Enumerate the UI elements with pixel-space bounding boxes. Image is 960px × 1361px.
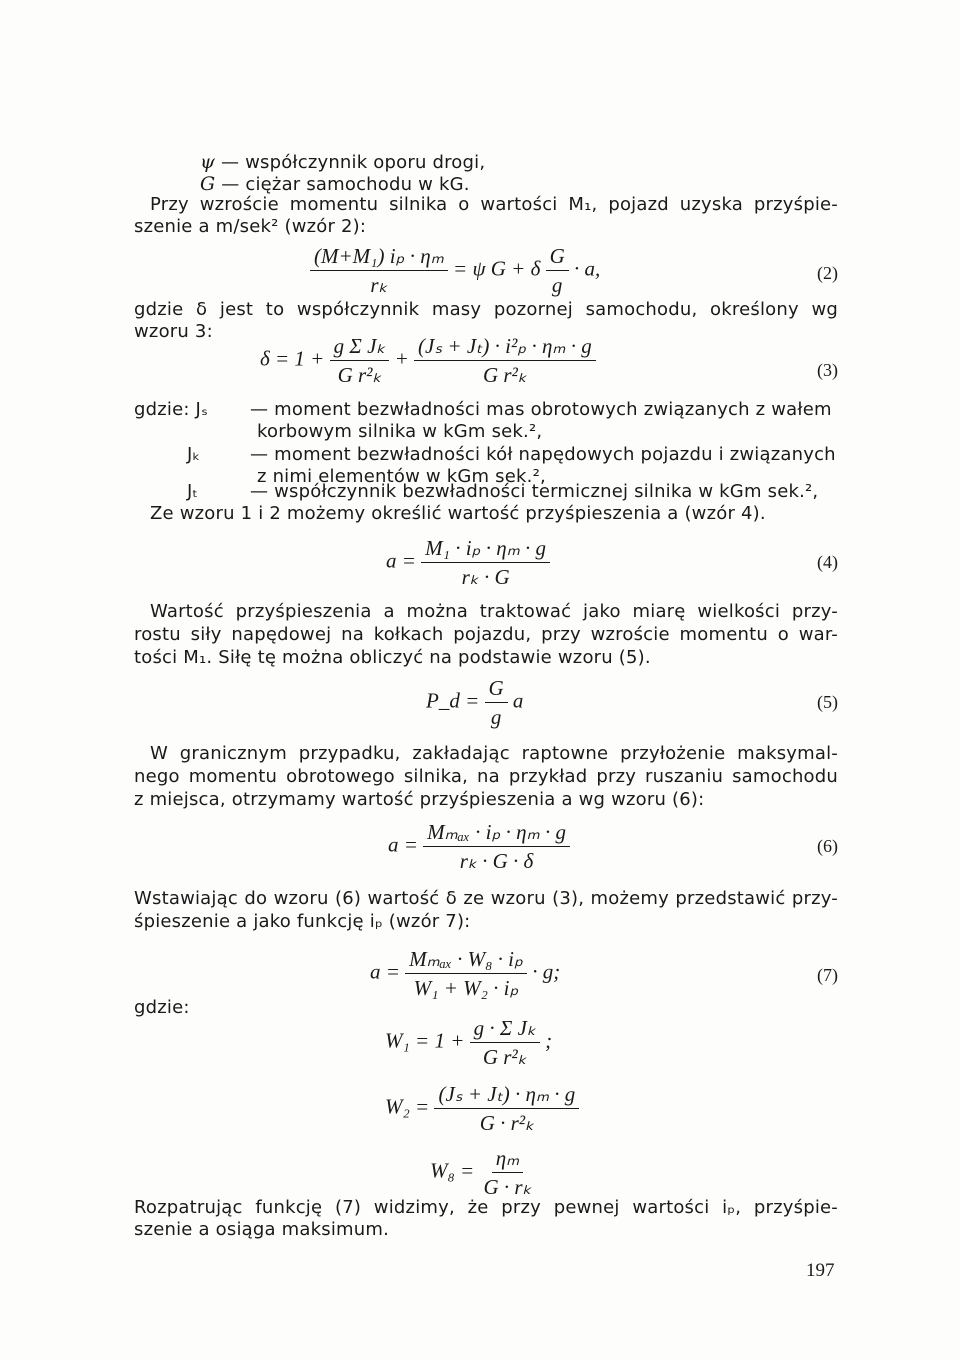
para1-line1: Przy wzroście momentu silnika o wartości M₁, pojazd uzyska przyśpie- [150, 194, 838, 215]
gdzie-label: gdzie: [134, 997, 190, 1018]
equation-7: a = $\frac{\text{Mₘₐₓ · W₈ · iₚ}}{\text{W₁ + W₂ · iₚ}}$ · g; [370, 947, 561, 1000]
def-jk: Jₖ — moment bezwładności kół napędowych pojazdu i związanych [187, 444, 836, 465]
def-jt: Jₜ — współczynnik bezwładności termicznej silnika w kGm sek.², [187, 481, 819, 502]
para4-line2: rostu siły napędowej na kołkach pojazdu, przy wzroście momentu o war- [134, 624, 838, 645]
def-psi: ψ — współczynnik oporu drogi, [200, 151, 486, 173]
para4-line3: tości M₁. Siłę tę można obliczyć na podstawie wzoru (5). [134, 647, 651, 668]
para6-line2: śpieszenie a jako funkcję iₚ (wzór 7): [134, 911, 471, 932]
para6-line1: Wstawiając do wzoru (6) wartość δ ze wzoru (3), możemy przedstawić przy- [134, 888, 838, 909]
eq3-label: (3) [817, 360, 838, 380]
equation-6: a = $\frac{\text{Mₘₐₓ · iₚ · ηₘ · g}}{\text{rₖ · G · δ}}$ [388, 820, 570, 873]
para5-line3: z miejsca, otrzymamy wartość przyśpieszenia a wg wzoru (6): [134, 789, 705, 810]
para2-line1: gdzie δ jest to współczynnik masy pozornej samochodu, określony wg [134, 299, 838, 320]
para2-line2: wzoru 3: [134, 321, 213, 342]
eq2-label: (2) [817, 263, 838, 283]
eq7-label: (7) [817, 965, 838, 985]
para4-line1: Wartość przyśpieszenia a można traktować jako miarę wielkości przy- [150, 601, 838, 622]
para5-line2: nego momentu obrotowego silnika, na przykład przy ruszaniu samochodu [134, 766, 838, 787]
equation-w3: W₈ = $\frac{\text{ηₘ}}{\text{G · rₖ}}$ [430, 1146, 532, 1199]
equation-5: P_d = $\frac{G}{g}$ a [426, 676, 524, 729]
equation-w1: W₁ = 1 + $\frac{\text{g · Σ Jₖ}}{\text{G r²ₖ}}$ ; [385, 1016, 553, 1069]
page-number: 197 [806, 1260, 835, 1281]
equation-4: a = $\frac{\text{M₁ · iₚ · ηₘ · g}}{\text{rₖ · G}}$ [386, 536, 550, 589]
para7-line1: Rozpatrując funkcję (7) widzimy, że przy pewnej wartości iₚ, przyśpie- [134, 1197, 838, 1218]
def-js: gdzie: Jₛ — moment bezwładności mas obrotowych związanych z wałem [134, 399, 832, 420]
para1-line2: szenie a m/sek² (wzór 2): [134, 216, 367, 237]
equation-w2: W₂ = $\frac{\text{(Jₛ + Jₜ) · ηₘ · g}}{\text{G · r²ₖ}}$ [385, 1082, 579, 1135]
equation-2: $\frac{\text{(M+M₁) iₚ · ηₘ}}{\text{rₖ}}$ = ψ G + δ $\frac{G}{g}$ · a, [310, 244, 600, 297]
def-g: G — ciężar samochodu w kG. [200, 173, 470, 195]
para3: Ze wzoru 1 i 2 możemy określić wartość przyśpieszenia a (wzór 4). [150, 503, 766, 524]
eq5-label: (5) [817, 692, 838, 712]
eq4-label: (4) [817, 552, 838, 572]
para5-line1: W granicznym przypadku, zakładając raptowne przyłożenie maksymal- [150, 743, 838, 764]
eq6-label: (6) [817, 836, 838, 856]
para7-line2: szenie a osiąga maksimum. [134, 1219, 390, 1240]
def-js-cont: korbowym silnika w kGm sek.², [257, 421, 543, 442]
def-jk-cont: z nimi elementów w kGm sek.², [257, 466, 546, 487]
equation-3: δ = 1 + $\frac{\text{g Σ Jₖ}}{\text{G r²ₖ}}$ + $\frac{\text{(Jₛ + Jₜ) · i²ₚ · ηₘ · g}}{\text{G r²ₖ}}$ [260, 334, 596, 387]
